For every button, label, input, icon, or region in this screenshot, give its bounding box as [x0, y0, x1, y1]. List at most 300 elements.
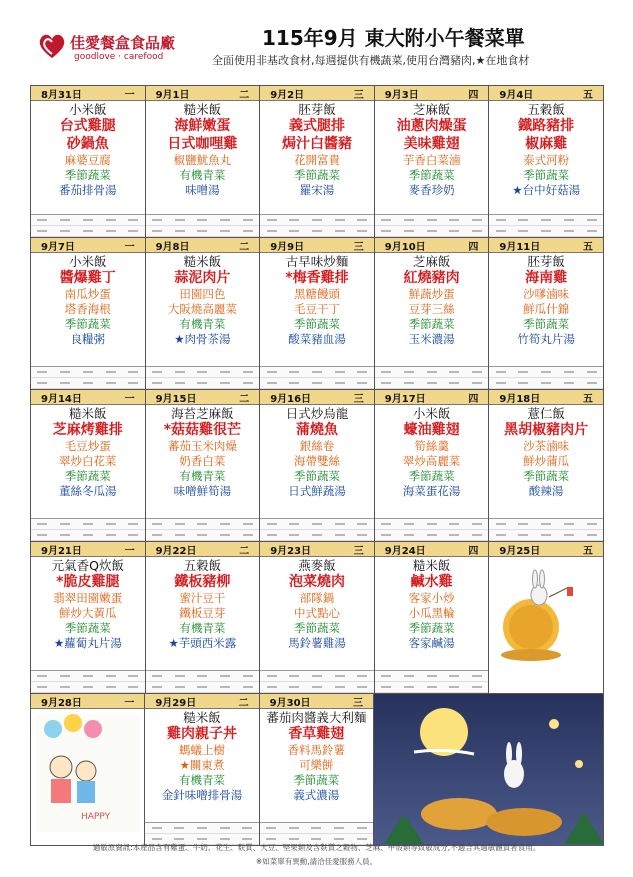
date-header — [31, 238, 145, 253]
staple-dish: 海苔芝麻飯 — [171, 406, 234, 421]
side-dish-2: 中式點心 — [293, 606, 340, 620]
nutrition-value-placeholder — [37, 523, 47, 525]
nutrition-table — [31, 214, 145, 237]
date-header — [260, 238, 374, 253]
weekday-label: 三 — [352, 697, 363, 709]
nutrition-value-placeholder — [587, 534, 597, 536]
vegetable-dish: 季節蔬菜 — [64, 168, 111, 182]
mooncake-rabbit-illustration — [489, 557, 603, 687]
nutrition-value-placeholder — [381, 523, 391, 525]
day-cell — [260, 86, 375, 237]
date-label: 9月4日 — [499, 89, 534, 101]
nutrition-row — [375, 682, 489, 693]
side-dish: 泰式河粉 — [523, 153, 570, 167]
nutrition-value-placeholder — [564, 230, 574, 232]
nutrition-value-placeholder — [174, 838, 184, 840]
nutrition-value-placeholder — [541, 523, 551, 525]
nutrition-row — [375, 367, 489, 378]
main-dish: 海鮮嫩蛋 — [174, 118, 231, 134]
date-label: 9月30日 — [269, 697, 311, 709]
nutrition-value-placeholder — [152, 371, 162, 373]
nutrition-value-placeholder — [175, 230, 185, 232]
vegetable-dish: 有機青菜 — [178, 773, 225, 787]
soup-dish: 馬鈴薯雞湯 — [288, 636, 346, 650]
side-dish: 銀絲卷 — [299, 439, 335, 453]
nutrition-value-placeholder — [311, 827, 321, 829]
date-header — [146, 542, 260, 557]
nutrition-value-placeholder — [427, 371, 437, 373]
nutrition-value-placeholder — [289, 371, 299, 373]
vegetable-dish: 季節蔬菜 — [523, 469, 570, 483]
nutrition-row — [260, 823, 373, 834]
day-cell — [375, 86, 490, 237]
nutrition-row — [489, 226, 603, 237]
main-dish: 芝麻烤雞排 — [52, 422, 123, 438]
date-header — [31, 694, 144, 709]
nutrition-value-placeholder — [312, 219, 322, 221]
nutrition-value-placeholder — [175, 534, 185, 536]
nutrition-row — [375, 530, 489, 541]
nutrition-value-placeholder — [427, 523, 437, 525]
staple-dish: 胚芽飯 — [527, 254, 565, 269]
staple-dish: 燕麥飯 — [298, 558, 336, 573]
main-dish: 鹹水雞 — [410, 574, 453, 590]
nutrition-value-placeholder — [472, 686, 482, 688]
nutrition-value-placeholder — [404, 675, 414, 677]
nutrition-row — [260, 367, 374, 378]
nutrition-value-placeholder — [404, 371, 414, 373]
side-dish-2: 可樂餅 — [299, 758, 334, 772]
main-dish: 鐵路豬排 — [518, 118, 575, 134]
nutrition-value-placeholder — [312, 675, 322, 677]
nutrition-value-placeholder — [381, 230, 391, 232]
nutrition-value-placeholder — [518, 534, 528, 536]
nutrition-value-placeholder — [266, 838, 276, 840]
nutrition-value-placeholder — [267, 534, 277, 536]
date-header — [375, 86, 489, 101]
nutrition-value-placeholder — [335, 686, 345, 688]
vegetable-dish: 季節蔬菜 — [408, 168, 455, 182]
nutrition-value-placeholder — [404, 219, 414, 221]
nutrition-value-placeholder — [564, 523, 574, 525]
nutrition-value-placeholder — [83, 523, 93, 525]
side-dish: 蜜汁豆干 — [179, 591, 226, 605]
weekday-label: 二 — [239, 89, 250, 101]
nutrition-value-placeholder — [242, 827, 252, 829]
nutrition-value-placeholder — [128, 230, 138, 232]
date-label: 8月31日 — [41, 89, 82, 101]
main-dish: 鐵板豬柳 — [174, 574, 231, 590]
nutrition-value-placeholder — [267, 523, 277, 525]
vegetable-dish: 季節蔬菜 — [64, 469, 111, 483]
staple-dish: 蕃茄肉醬義大利麵 — [266, 710, 367, 725]
nutrition-value-placeholder — [449, 523, 459, 525]
date-header — [489, 86, 603, 101]
nutrition-value-placeholder — [472, 382, 482, 384]
date-label: 9月9日 — [270, 241, 305, 253]
nutrition-value-placeholder — [472, 675, 482, 677]
nutrition-value-placeholder — [587, 219, 597, 221]
nutrition-value-placeholder — [267, 219, 277, 221]
nutrition-value-placeholder — [60, 523, 70, 525]
nutrition-value-placeholder — [427, 686, 437, 688]
nutrition-row — [375, 215, 489, 226]
nutrition-value-placeholder — [496, 534, 506, 536]
nutrition-value-placeholder — [60, 371, 70, 373]
nutrition-value-placeholder — [334, 838, 344, 840]
nutrition-value-placeholder — [289, 838, 299, 840]
vegetable-dish: 有機青菜 — [179, 317, 226, 331]
day-cell — [489, 86, 603, 237]
nutrition-value-placeholder — [427, 675, 437, 677]
side-dish: 南瓜炒蛋 — [64, 287, 111, 301]
nutrition-table — [31, 670, 145, 693]
nutrition-value-placeholder — [197, 838, 207, 840]
vegetable-dish: 季節蔬菜 — [408, 621, 455, 635]
moon-rabbit-icon — [374, 694, 604, 844]
nutrition-row — [31, 378, 145, 389]
nutrition-row — [260, 378, 374, 389]
weekday-label: 二 — [238, 697, 249, 709]
main-dish: 紅燒豬肉 — [403, 270, 460, 286]
nutrition-value-placeholder — [449, 230, 459, 232]
weekday-label: 三 — [353, 393, 364, 405]
nutrition-value-placeholder — [335, 523, 345, 525]
weekday-label: 一 — [124, 697, 135, 709]
nutrition-value-placeholder — [37, 219, 47, 221]
nutrition-value-placeholder — [587, 382, 597, 384]
nutrition-table — [375, 518, 489, 541]
weekday-label: 三 — [353, 545, 364, 557]
date-label: 9月24日 — [384, 545, 426, 557]
nutrition-value-placeholder — [267, 686, 277, 688]
nutrition-row — [146, 682, 260, 693]
main-dish: 蠔油雞翅 — [403, 422, 460, 438]
nutrition-value-placeholder — [449, 371, 459, 373]
page-title: 115年9月 東大附小午餐菜單 — [262, 26, 525, 50]
nutrition-value-placeholder — [128, 534, 138, 536]
weekday-label: 四 — [468, 393, 479, 405]
nutrition-value-placeholder — [220, 371, 230, 373]
nutrition-table — [260, 366, 374, 389]
nutrition-value-placeholder — [197, 827, 207, 829]
nutrition-value-placeholder — [243, 230, 253, 232]
nutrition-value-placeholder — [197, 675, 207, 677]
nutrition-value-placeholder — [175, 371, 185, 373]
side-dish-2: 鮮炒蒲瓜 — [523, 454, 570, 468]
nutrition-value-placeholder — [289, 230, 299, 232]
date-header — [31, 390, 145, 405]
nutrition-value-placeholder — [83, 230, 93, 232]
nutrition-value-placeholder — [496, 230, 506, 232]
nutrition-row — [375, 671, 489, 682]
soup-dish: 玉米濃湯 — [408, 332, 455, 346]
nutrition-value-placeholder — [83, 534, 93, 536]
main-dish: 蒜泥肉片 — [174, 270, 231, 286]
nutrition-value-placeholder — [587, 230, 597, 232]
page-subtitle: 全面使用非基改食材,每週提供有機蔬菜,使用台灣豬肉,★在地食材 — [212, 54, 530, 67]
nutrition-value-placeholder — [175, 219, 185, 221]
soup-dish: 酸菜豬血湯 — [288, 332, 346, 346]
nutrition-value-placeholder — [220, 219, 230, 221]
nutrition-value-placeholder — [37, 675, 47, 677]
nutrition-value-placeholder — [335, 371, 345, 373]
staple-dish: 小米飯 — [69, 102, 107, 117]
side-dish-2: 大阪燒高麗菜 — [167, 302, 237, 316]
weekday-label: 四 — [468, 89, 479, 101]
nutrition-value-placeholder — [220, 534, 230, 536]
week-row — [31, 694, 603, 845]
nutrition-value-placeholder — [587, 523, 597, 525]
soup-dish: 麥香珍奶 — [408, 183, 455, 197]
soup-dish: 羅宋湯 — [299, 183, 335, 197]
weekday-label: 一 — [124, 545, 135, 557]
side-dish-2: 豆芽三絲 — [408, 302, 455, 316]
nutrition-value-placeholder — [564, 534, 574, 536]
nutrition-value-placeholder — [197, 219, 207, 221]
nutrition-value-placeholder — [267, 382, 277, 384]
nutrition-value-placeholder — [152, 686, 162, 688]
day-cell — [260, 694, 374, 845]
nutrition-value-placeholder — [243, 686, 253, 688]
date-header — [260, 390, 374, 405]
date-label: 9月21日 — [41, 545, 82, 557]
nutrition-value-placeholder — [289, 827, 299, 829]
side-dish-2: 奶香白菜 — [179, 454, 226, 468]
day-cell — [489, 390, 603, 541]
side-dish: 香料馬鈴薯 — [287, 743, 346, 757]
staple-dish: 糙米飯 — [183, 254, 222, 269]
vegetable-dish: 有機青菜 — [179, 168, 226, 182]
nutrition-value-placeholder — [427, 534, 437, 536]
date-header — [146, 390, 260, 405]
nutrition-value-placeholder — [541, 534, 551, 536]
side-dish: 部隊鍋 — [299, 591, 335, 605]
nutrition-row — [31, 226, 145, 237]
nutrition-value-placeholder — [220, 382, 230, 384]
side-dish: 蕃茄玉米肉燥 — [167, 439, 237, 453]
nutrition-value-placeholder — [381, 219, 391, 221]
nutrition-value-placeholder — [541, 219, 551, 221]
nutrition-table — [489, 518, 603, 541]
nutrition-value-placeholder — [357, 371, 367, 373]
date-label: 9月16日 — [270, 393, 312, 405]
nutrition-value-placeholder — [197, 382, 207, 384]
vegetable-dish: 季節蔬菜 — [64, 621, 111, 635]
date-label: 9月1日 — [155, 89, 190, 101]
day-cell — [146, 238, 261, 389]
nutrition-value-placeholder — [335, 219, 345, 221]
staple-dish: 元氣香Q炊飯 — [51, 558, 124, 573]
weekday-label: 三 — [353, 89, 364, 101]
side-dish-2: 鮮瓜什錦 — [523, 302, 570, 316]
nutrition-value-placeholder — [381, 371, 391, 373]
nutrition-row — [146, 519, 260, 530]
nutrition-row — [375, 519, 489, 530]
nutrition-value-placeholder — [357, 219, 367, 221]
nutrition-value-placeholder — [449, 675, 459, 677]
nutrition-value-placeholder — [496, 371, 506, 373]
soup-dish: 味噌湯 — [185, 183, 220, 197]
date-header — [31, 542, 145, 557]
nutrition-table — [146, 214, 260, 237]
day-cell — [146, 86, 261, 237]
nutrition-value-placeholder — [128, 382, 138, 384]
nutrition-value-placeholder — [541, 230, 551, 232]
main-dish: *菇菇雞很芒 — [163, 422, 242, 438]
nutrition-value-placeholder — [335, 230, 345, 232]
nutrition-value-placeholder — [60, 219, 70, 221]
nutrition-row — [146, 367, 260, 378]
nutrition-value-placeholder — [357, 523, 367, 525]
staple-dish: 古早味炒麵 — [285, 254, 349, 269]
nutrition-table — [375, 670, 489, 693]
soup-dish: 酸辣湯 — [528, 484, 564, 498]
nutrition-value-placeholder — [267, 675, 277, 677]
nutrition-value-placeholder — [175, 382, 185, 384]
date-label: 9月2日 — [270, 89, 305, 101]
nutrition-value-placeholder — [152, 230, 162, 232]
soup-dish: 董絲冬瓜湯 — [59, 484, 117, 498]
nutrition-value-placeholder — [472, 230, 482, 232]
staple-dish: 五穀飯 — [527, 102, 565, 117]
main-dish: 蒲燒魚 — [295, 422, 338, 438]
nutrition-value-placeholder — [312, 534, 322, 536]
nutrition-value-placeholder — [106, 219, 116, 221]
nutrition-value-placeholder — [106, 382, 116, 384]
week-row — [31, 238, 603, 390]
nutrition-value-placeholder — [197, 230, 207, 232]
nutrition-value-placeholder — [174, 827, 184, 829]
weekday-label: 五 — [582, 89, 593, 101]
nutrition-table — [31, 518, 145, 541]
day-cell — [146, 390, 261, 541]
nutrition-value-placeholder — [381, 382, 391, 384]
vegetable-dish: 季節蔬菜 — [293, 469, 340, 483]
staple-dish: 薏仁飯 — [527, 406, 565, 421]
day-cell — [489, 238, 603, 389]
side-dish: 沙茶滷味 — [523, 439, 570, 453]
nutrition-value-placeholder — [220, 686, 230, 688]
day-cell — [31, 86, 146, 237]
nutrition-value-placeholder — [427, 230, 437, 232]
nutrition-value-placeholder — [220, 838, 230, 840]
nutrition-row — [31, 682, 145, 693]
nutrition-value-placeholder — [106, 371, 116, 373]
nutrition-value-placeholder — [357, 382, 367, 384]
nutrition-value-placeholder — [267, 371, 277, 373]
brand-logo — [36, 30, 196, 70]
nutrition-value-placeholder — [381, 686, 391, 688]
nutrition-value-placeholder — [243, 371, 253, 373]
nutrition-value-placeholder — [427, 382, 437, 384]
nutrition-value-placeholder — [496, 219, 506, 221]
nutrition-value-placeholder — [334, 827, 344, 829]
nutrition-table — [375, 214, 489, 237]
date-header — [260, 86, 374, 101]
vegetable-dish: 季節蔬菜 — [293, 621, 340, 635]
nutrition-value-placeholder — [197, 686, 207, 688]
staple-dish: 芝麻飯 — [412, 254, 451, 269]
soup-dish: 日式鮮蔬湯 — [288, 484, 346, 498]
main-dish: 香草雞翅 — [288, 726, 345, 742]
soup-dish: ★蘿蔔丸片湯 — [53, 636, 122, 650]
weekday-label: 二 — [239, 241, 250, 253]
date-label: 9月17日 — [384, 393, 426, 405]
nutrition-table — [146, 518, 260, 541]
main-dish: *梅香雞排 — [285, 270, 349, 286]
second-main-dish: 砂鍋魚 — [66, 136, 109, 152]
date-header — [31, 86, 145, 101]
soup-dish: 義式濃湯 — [293, 788, 340, 802]
mid-autumn-illustration — [374, 694, 603, 845]
nutrition-table — [260, 670, 374, 693]
nutrition-value-placeholder — [152, 675, 162, 677]
nutrition-value-placeholder — [128, 219, 138, 221]
staple-dish: 五穀飯 — [183, 558, 222, 573]
side-dish-2: 鮮炒大黃瓜 — [59, 606, 117, 620]
nutrition-value-placeholder — [381, 534, 391, 536]
nutrition-row — [31, 367, 145, 378]
nutrition-value-placeholder — [472, 534, 482, 536]
header — [0, 0, 633, 74]
nutrition-value-placeholder — [564, 371, 574, 373]
vegetable-dish: 季節蔬菜 — [408, 469, 455, 483]
nutrition-value-placeholder — [518, 382, 528, 384]
nutrition-row — [489, 530, 603, 541]
vegetable-dish: 季節蔬菜 — [523, 168, 570, 182]
nutrition-value-placeholder — [152, 523, 162, 525]
nutrition-row — [260, 671, 374, 682]
side-dish: 鮮蔬炒蛋 — [408, 287, 455, 301]
nutrition-value-placeholder — [564, 382, 574, 384]
day-cell — [375, 542, 490, 693]
side-dish-2: ★關東煮 — [179, 758, 225, 772]
nutrition-value-placeholder — [518, 219, 528, 221]
nutrition-value-placeholder — [357, 838, 367, 840]
nutrition-value-placeholder — [357, 686, 367, 688]
staple-dish: 糙米飯 — [183, 102, 222, 117]
nutrition-value-placeholder — [312, 523, 322, 525]
date-label: 9月29日 — [155, 697, 197, 709]
main-dish: 雞肉親子丼 — [166, 726, 237, 742]
nutrition-table — [31, 366, 145, 389]
week-row — [31, 542, 603, 694]
nutrition-value-placeholder — [312, 230, 322, 232]
nutrition-value-placeholder — [404, 534, 414, 536]
nutrition-value-placeholder — [175, 523, 185, 525]
nutrition-value-placeholder — [564, 219, 574, 221]
date-label: 9月28日 — [41, 697, 82, 709]
staple-dish: 芝麻飯 — [412, 102, 451, 117]
date-label: 9月25日 — [499, 545, 541, 557]
side-dish: 螞蟻上樹 — [178, 743, 225, 757]
nutrition-value-placeholder — [289, 675, 299, 677]
side-dish-2: 塔香海根 — [64, 302, 111, 316]
nutrition-value-placeholder — [243, 534, 253, 536]
side-dish-2: 鐵板豆芽 — [179, 606, 226, 620]
date-label: 9月11日 — [499, 241, 541, 253]
date-header — [146, 86, 260, 101]
nutrition-value-placeholder — [60, 534, 70, 536]
date-header — [375, 238, 489, 253]
nutrition-value-placeholder — [128, 371, 138, 373]
nutrition-row — [260, 226, 374, 237]
side-dish: 花開富貴 — [293, 153, 340, 167]
nutrition-value-placeholder — [175, 686, 185, 688]
nutrition-value-placeholder — [152, 827, 162, 829]
nutrition-value-placeholder — [381, 675, 391, 677]
